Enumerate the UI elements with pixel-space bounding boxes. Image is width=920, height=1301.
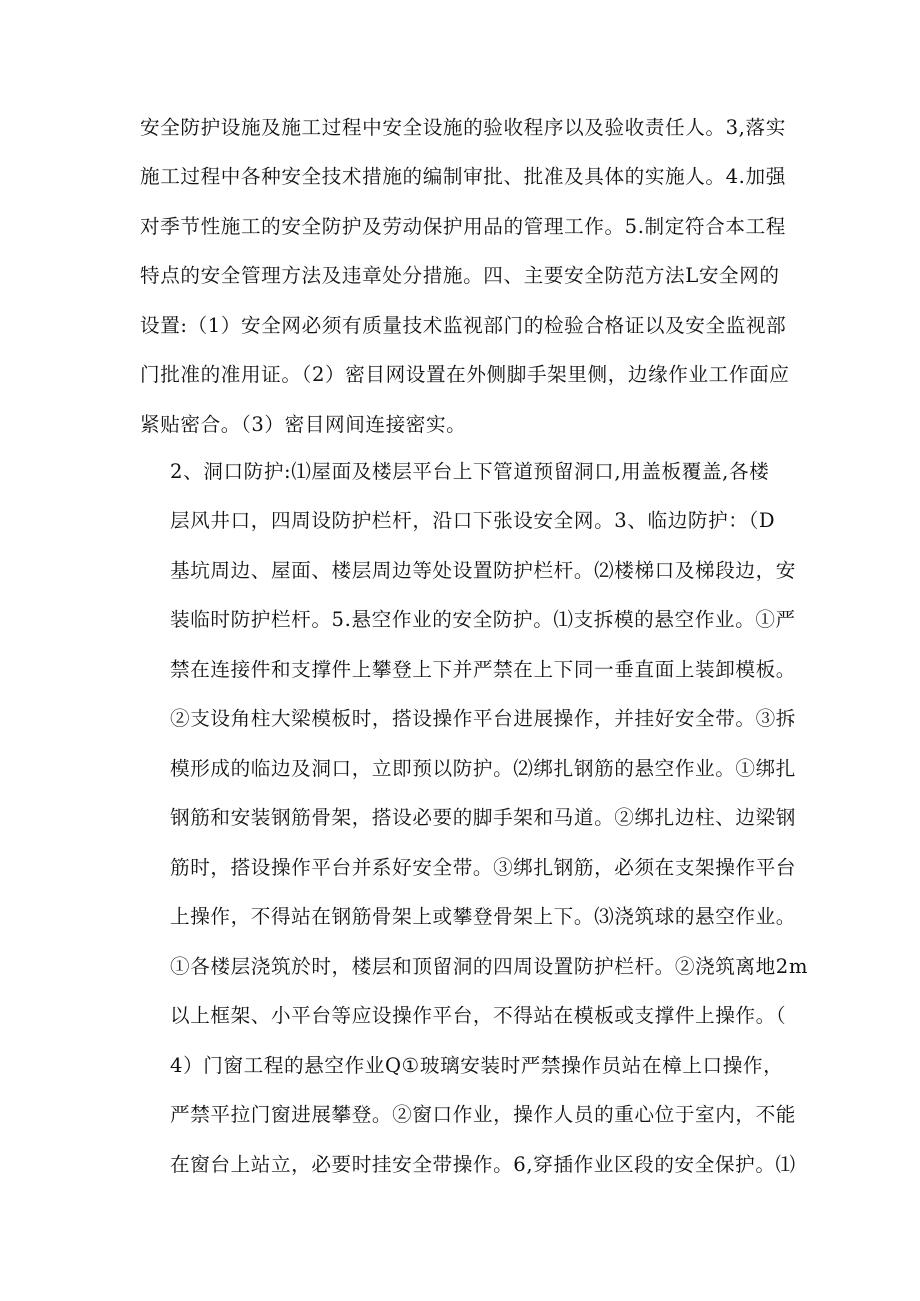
text-line: 4）门窗工程的悬空作业Q①玻璃安装时严禁操作员站在樟上口操作， — [170, 1054, 784, 1077]
text-line: ①各楼层浇筑於时，楼层和顶留洞的四周设置防护栏杆。②浇筑离地2m — [170, 955, 809, 978]
text-line: 上操作，不得站在钢筋骨架上或攀登骨架上下。⑶浇筑球的悬空作业。 — [170, 905, 797, 928]
text-line: 特点的安全管理方法及违章处分措施。四、主要安全防范方法L安全网的 — [140, 264, 780, 287]
text-line: 对季节性施工的安全防护及劳动保护用品的管理工作。5.制定符合本工程 — [140, 215, 786, 238]
text-line: 严禁平拉门窗进展攀登。②窗口作业，操作人员的重心位于室内，不能 — [170, 1103, 797, 1126]
text-line: 门批准的准用证。（2）密目网设置在外侧脚手架里侧，边缘作业工作面应 — [140, 363, 790, 386]
text-line: 设置:（1）安全网必须有质量技术监视部门的检验合格证以及安全监视部 — [140, 314, 787, 337]
text-line: 禁在连接件和支撑件上攀登上下并严禁在上下同一垂直面上装卸模板。 — [170, 658, 797, 681]
text-line: 模形成的临边及洞口，立即预以防护。⑵绑扎钢筋的悬空作业。①绑扎 — [170, 757, 797, 780]
text-line: 以上框架、小平台等应设操作平台，不得站在模板或支撑件上操作。（ — [170, 1004, 787, 1027]
text-line: 2、洞口防护:⑴屋面及楼层平台上下管道预留洞口,用盖板覆盖,各楼 — [170, 460, 770, 483]
text-line: 基坑周边、屋面、楼层周边等处设置防护栏杆。⑵楼梯口及梯段边，安 — [170, 559, 797, 582]
text-line: 紧贴密合。（3）密目网间连接密实。 — [140, 413, 467, 436]
text-line: 筋时，搭设操作平台并系好安全带。③绑扎钢筋，必须在支架操作平台 — [170, 856, 797, 879]
text-line: 在窗台上站立，必要时挂安全带操作。6,穿插作业区段的安全保护。⑴ — [170, 1153, 796, 1176]
text-line: 装临时防护栏杆。5.悬空作业的安全防护。⑴支拆模的悬空作业。①严 — [170, 608, 796, 631]
text-line: 施工过程中各种安全技术措施的编制审批、批准及具体的实施人。4.加强 — [140, 165, 786, 188]
text-line: ②支设角柱大梁模板时，搭设操作平台进展操作，并挂好安全带。③拆 — [170, 707, 797, 730]
text-line: 安全防护设施及施工过程中安全设施的验收程序以及验收责任人。3,落实 — [140, 116, 786, 139]
text-line: 层风井口，四周设防护栏杆，沿口下张设安全网。3、临边防护：（D — [170, 509, 776, 532]
text-line: 钢筋和安装钢筋骨架，搭设必要的脚手架和马道。②绑扎边柱、边梁钢 — [170, 806, 797, 829]
